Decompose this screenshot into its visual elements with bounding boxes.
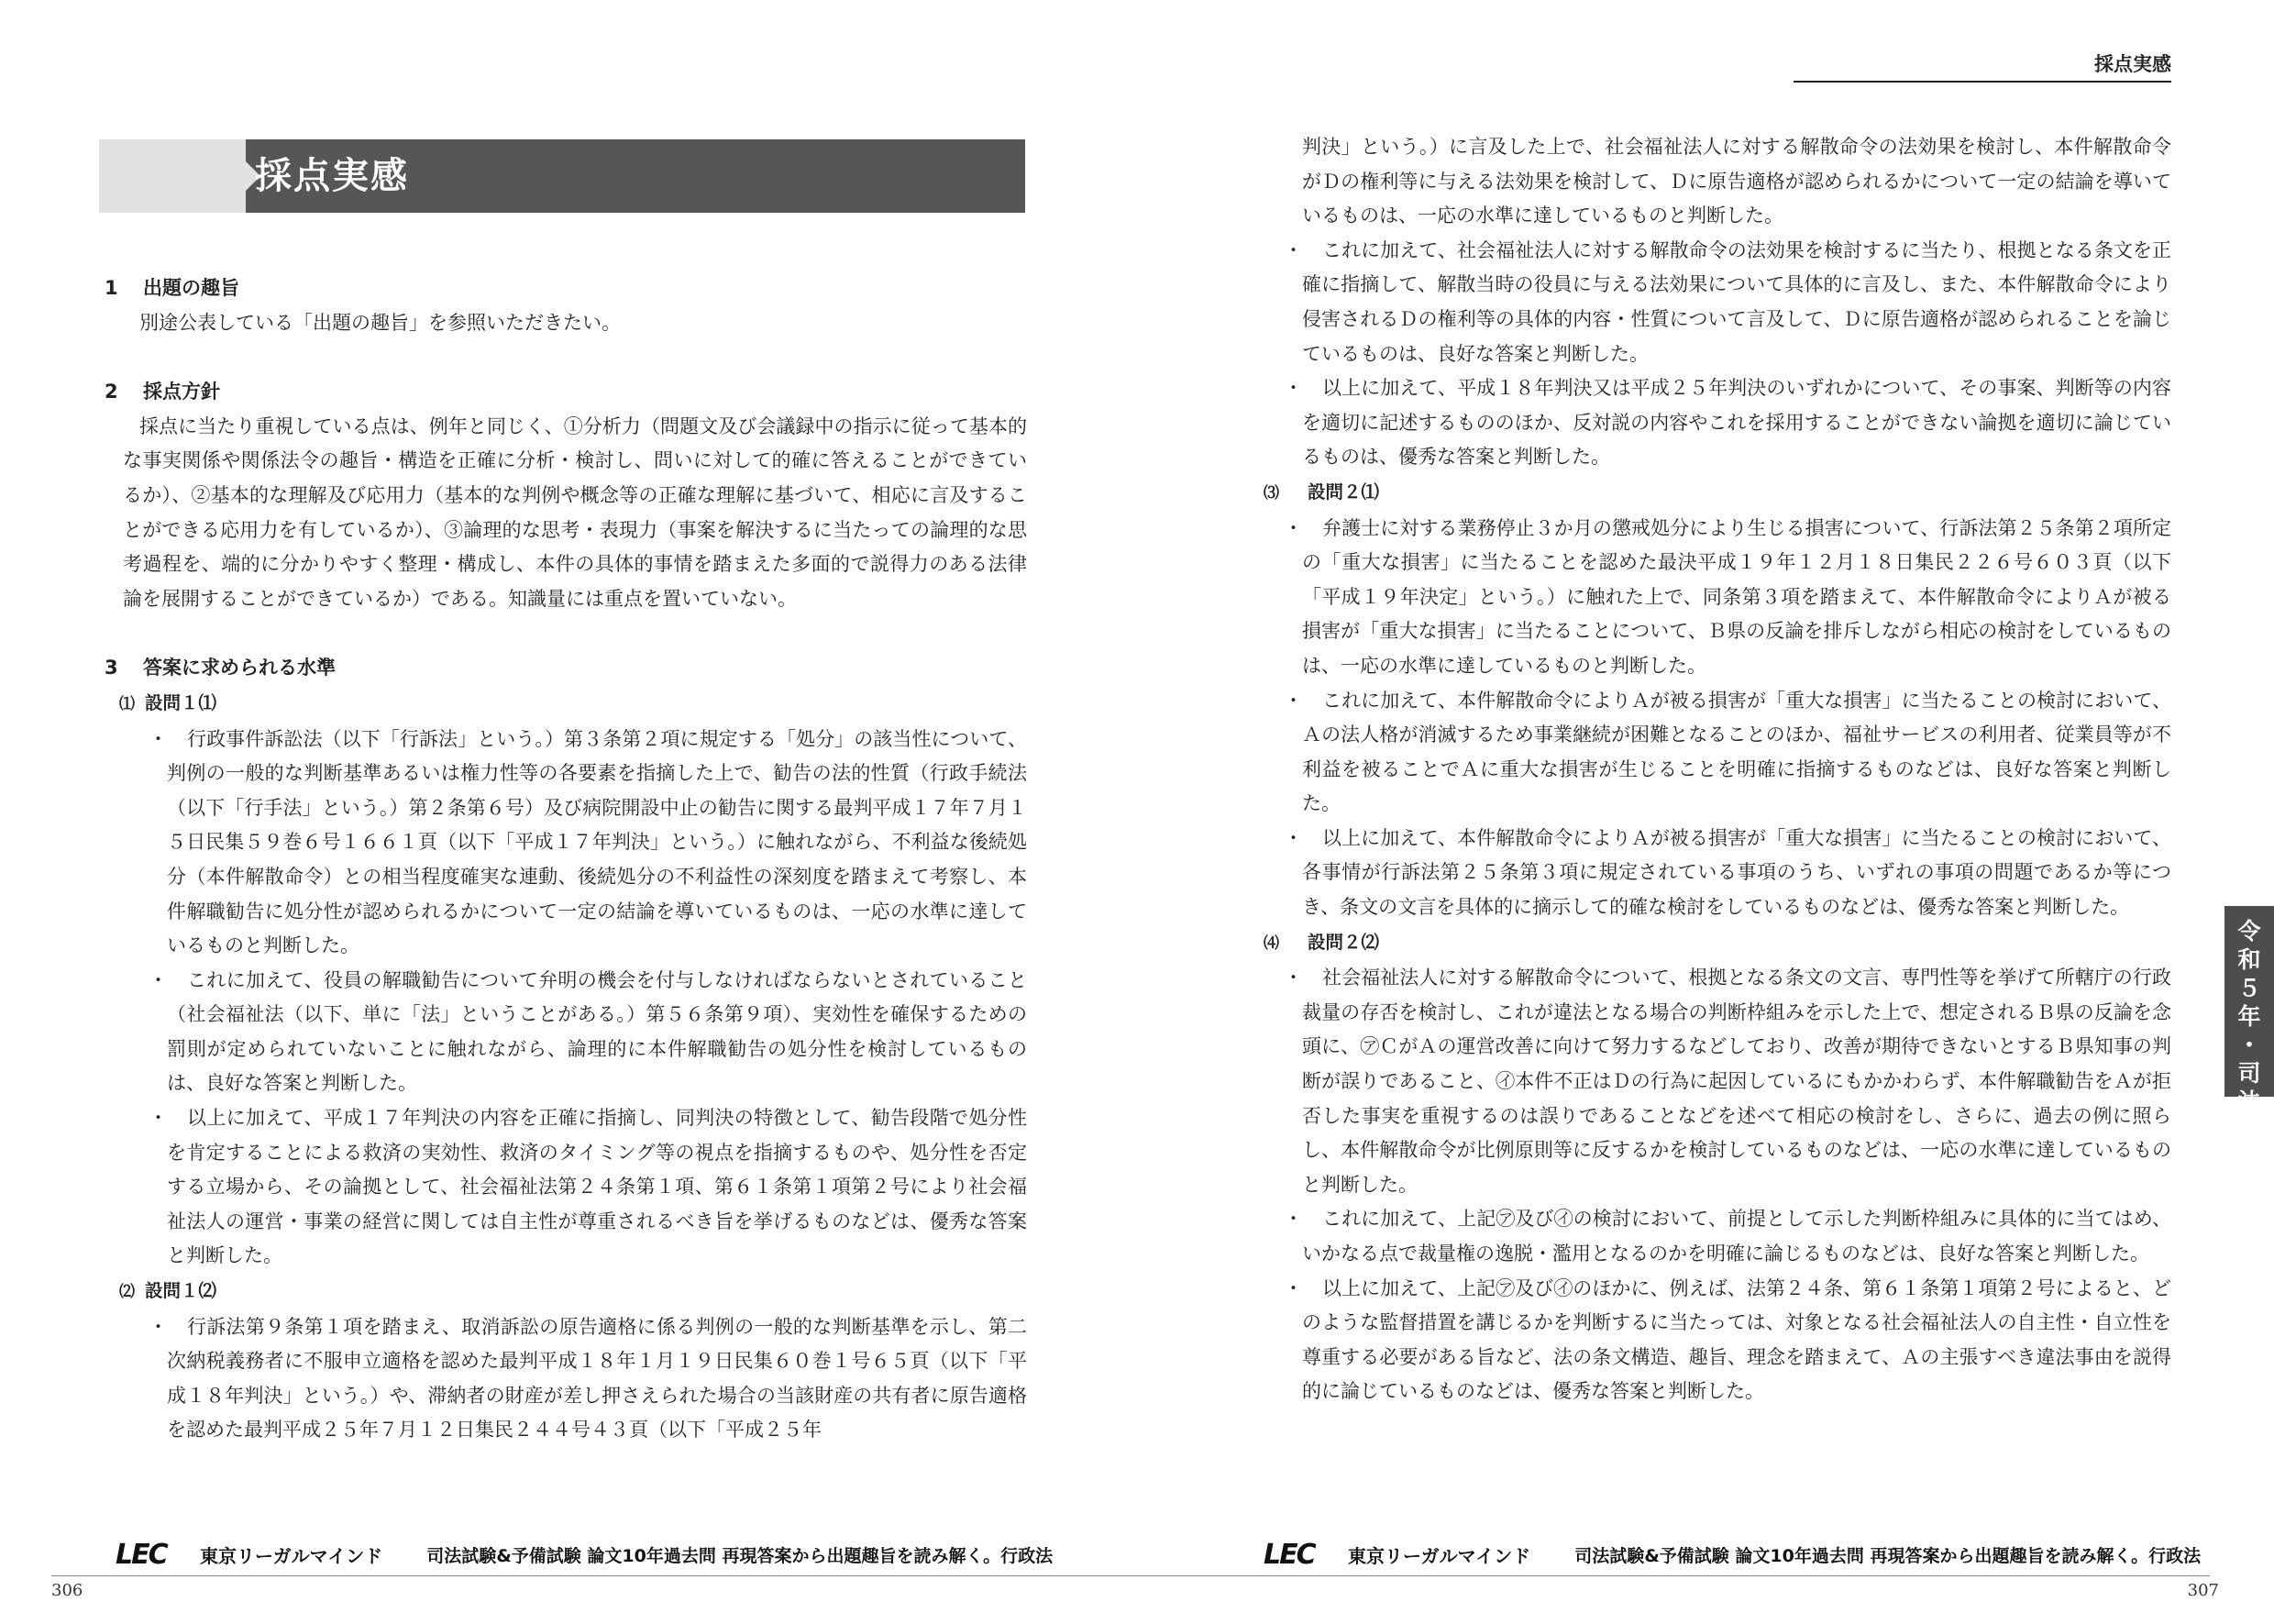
bullet-icon: ・ <box>1284 1208 1303 1231</box>
bullet-icon: ・ <box>1284 826 1303 849</box>
right-text-column <box>1264 130 2171 1409</box>
section-body-1: 別途公表している「出題の趣旨」を参照いただきたい。 <box>139 311 621 334</box>
bullet-paragraph: ・ 以上に加えて、平成１８年判決又は平成２５年判決のいずれかについて、その事案、判断等の内容を適切に記述するもののほか、反対説の内容やこれを採用することができない論拠を適切に論じているものは、優秀な答案と判断した。 <box>1264 371 2171 475</box>
bullet-paragraph: ・ これに加えて、本件解散命令によりＡが被る損害が「重大な損害」に当たることの検討において、Ａの法人格が消滅するため事業継続が困難となることのほか、福祉サービスの利用者、従業員等が不利益を被ることでＡに重大な損害が生じることを明確に指摘するものなどは、良好な答案と判断した。 <box>1264 684 2171 822</box>
footer-company: 東京リーガルマインド <box>200 1544 383 1567</box>
bullet-paragraph: ・ これに加えて、役員の解職勧告について弁明の機会を付与しなければならないとされていること（社会福祉法（以下、単に「法」ということがある。）第５６条第９項）、実効性を確保するための罰則が定められていないことに触れながら、論理的に本件解職勧告の処分性を検討しているものは、良好な答案と判断した。 <box>101 964 1027 1101</box>
page-number: 307 <box>2187 1581 2219 1600</box>
bullet-paragraph: ・ 弁護士に対する業務停止３か月の懲戒処分により生じる損害について、行訴法第２５条第２項所定の「重大な損害」に当たることを認めた最決平成１９年１２月１８日集民２２６号６０３頁（以下「平成１９年決定」という。）に触れた上で、同条第３項を踏まえて、本件解散命令によりＡが被る損害が「重大な損害」に当たることについて、Ｂ県の反論を排斥しながら相応の検討をしているものは、一応の水準に達しているものと判断した。 <box>1264 512 2171 684</box>
title-banner <box>99 139 1025 213</box>
right-page <box>1137 0 2274 1624</box>
bullet-paragraph: ・ 以上に加えて、本件解散命令によりＡが被る損害が「重大な損害」に当たることの検討において、各事情が行訴法第２５条第３項に規定されている事項のうち、いずれの事項の問題であるか等につき、条文の文言を具体的に摘示して的確な検討をしているものなどは、優秀な答案と判断した。 <box>1264 822 2171 925</box>
page-number: 306 <box>51 1581 83 1600</box>
continued-paragraph: 判決」という。）に言及した上で、社会福祉法人に対する解散命令の法効果を検討し、本件解散命令がＤの権利等に与える法効果を検討して、Ｄに原告適格が認められるかについて一定の結論を導いているものは、一応の水準に達しているものと判断した。 <box>1302 136 2171 227</box>
section-heading-2: 2 採点方針 <box>105 381 220 403</box>
side-tab <box>2224 906 2274 1115</box>
footer-book-title: 司法試験&予備試験 論文10年過去問 再現答案から出題趣旨を読み解く。行政法 <box>1574 1545 2202 1566</box>
bullet-icon: ・ <box>149 727 168 750</box>
running-head-rule <box>1794 81 2171 83</box>
bullet-paragraph: ・ 行政事件訴訟法（以下「行訴法」という。）第３条第２項に規定する「処分」の該当性について、判例の一般的な判断基準あるいは権力性等の各要素を指摘した上で、勧告の法的性質（行政手続法（以下「行手法」という。）第２条第６号）及び病院開設中止の勧告に関する最判平成１７年７月１５日民集５９巻６号１６６１頁（以下「平成１７年判決」という。）に触れながら、不利益な後続処分（本件解散命令）との相当程度確実な連動、後続処分の不利益性の深刻度を踏まえて考察し、本件解職勧告に処分性が認められるかについて一定の結論を導いているものは、一応の水準に達しているものと判断した。 <box>101 723 1027 964</box>
bullet-paragraph: ・ これに加えて、上記㋐及び㋑の検討において、前提として示した判断枠組みに具体的に当てはめ、いかなる点で裁量権の逸脱・濫用となるのかを明確に論じるものなどは、良好な答案と判断した。 <box>1264 1202 2171 1271</box>
bullet-icon: ・ <box>1284 689 1303 712</box>
running-head: 採点実感 <box>2094 53 2171 75</box>
footer-book-title: 司法試験&予備試験 論文10年過去問 再現答案から出題趣旨を読み解く。行政法 <box>426 1545 1054 1566</box>
section-body-2: 採点に当たり重視している点は、例年と同じく、①分析力（問題文及び会議録中の指示に従って基本的な事実関係や関係法令の趣旨・構造を正確に分析・検討し、問いに対して的確に答えることができているか）、②基本的な理解及び応用力（基本的な判例や概念等の正確な理解に基づいて、相応に言及することができる応用力を有しているか）、③論理的な思考・表現力（事案を解決するに当たっての論理的な思考過程を、端的に分かりやすく整理・構成し、本件の具体的事情を踏まえた多面的で説得力のある法律論を展開することができているか）である。知識量には重点を置いていない。 <box>123 414 1027 610</box>
bullet-icon: ・ <box>1284 238 1303 261</box>
bullet-paragraph: ・ 以上に加えて、平成１７年判決の内容を正確に指摘し、同判決の特徴として、勧告段階で処分性を肯定することによる救済の実効性、救済のタイミング等の視点を指摘するものや、処分性を否定する立場から、その論拠として、社会福祉法第２４条第１項、第６１条第１項第２号により社会福祉法人の運営・事業の経営に関しては自主性が尊重されるべき旨を挙げるものなどは、優秀な答案と判断した。 <box>101 1101 1027 1274</box>
lec-logo: LEC <box>1264 1538 1315 1571</box>
subheading-q1-1: ⑴ 設問１⑴ <box>119 691 217 713</box>
bullet-paragraph: ・ 以上に加えて、上記㋐及び㋑のほかに、例えば、法第２４条、第６１条第１項第２号によると、どのような監督措置を講じるかを判断するに当たっては、対象となる社会福祉法人の自主性・自立性を尊重する必要がある旨など、法の条文構造、趣旨、理念を踏まえて、Ａの主張すべき違法事由を説得的に論じているものなどは、優秀な答案と判断した。 <box>1264 1272 2171 1409</box>
subheading-q2-1: ⑶ 設問２⑴ <box>1264 481 1380 503</box>
bullet-icon: ・ <box>1284 516 1303 539</box>
left-text-column <box>101 271 1027 1448</box>
footer <box>1264 1538 2202 1571</box>
bullet-icon: ・ <box>1284 377 1303 400</box>
footer <box>116 1538 1054 1571</box>
bullet-icon: ・ <box>149 1315 168 1338</box>
subheading-q2-2: ⑷ 設問２⑵ <box>1264 931 1380 953</box>
bullet-icon: ・ <box>1284 1276 1303 1299</box>
bullet-icon: ・ <box>1284 967 1303 989</box>
footer-rule <box>1137 1575 2210 1576</box>
footer-company: 東京リーガルマインド <box>1348 1544 1531 1567</box>
section-heading-3: 3 答案に求められる水準 <box>105 657 336 679</box>
footer-rule <box>51 1575 1137 1576</box>
bullet-icon: ・ <box>149 1107 168 1130</box>
bullet-paragraph: ・ 行訴法第９条第１項を踏まえ、取消訴訟の原告適格に係る判例の一般的な判断基準を示し、第二次納税義務者に不服申立適格を認めた最判平成１８年１月１９日民集６０巻１号６５頁（以下「平成１８年判決」という。）や、滞納者の財産が差し押さえられた場合の当該財産の共有者に原告適格を認めた最判平成２５年７月１２日集民２４４号４３頁（以下「平成２５年 <box>101 1310 1027 1448</box>
bullet-paragraph: ・ 社会福祉法人に対する解散命令について、根拠となる条文の文言、専門性等を挙げて所轄庁の行政裁量の存否を検討し、これが違法となる場合の判断枠組みを示した上で、想定されるＢ県の反論を念頭に、㋐ＣがＡの運営改善に向けて努力するなどしており、改善が期待できないとするＢ県知事の判断が誤りであること、㋑本件不正はＤの行為に起因しているにもかかわらず、本件解職勧告をＡが拒否した事実を重視するのは誤りであることなどを述べて相応の検討をし、さらに、過去の例に照らし、本件解散命令が比例原則等に反するかを検討しているものなどは、一応の水準に達しているものと判断した。 <box>1264 961 2171 1202</box>
side-tab-label: 令 和 ５ 年 ・ 司 法 <box>2237 918 2261 1115</box>
section-heading-1: 1 出題の趣旨 <box>105 277 239 299</box>
bullet-paragraph: ・ これに加えて、社会福祉法人に対する解散命令の法効果を検討するに当たり、根拠となる条文を正確に指摘して、解散当時の役員に与える法効果について具体的に言及し、また、本件解散命令により侵害されるＤの権利等の具体的内容・性質について言及して、Ｄに原告適格が認められることを論じているものは、良好な答案と判断した。 <box>1264 234 2171 371</box>
subheading-q1-2: ⑵ 設問１⑵ <box>119 1280 217 1302</box>
page-title: 採点実感 <box>255 155 409 197</box>
lec-logo: LEC <box>116 1538 167 1571</box>
bullet-icon: ・ <box>149 968 168 991</box>
